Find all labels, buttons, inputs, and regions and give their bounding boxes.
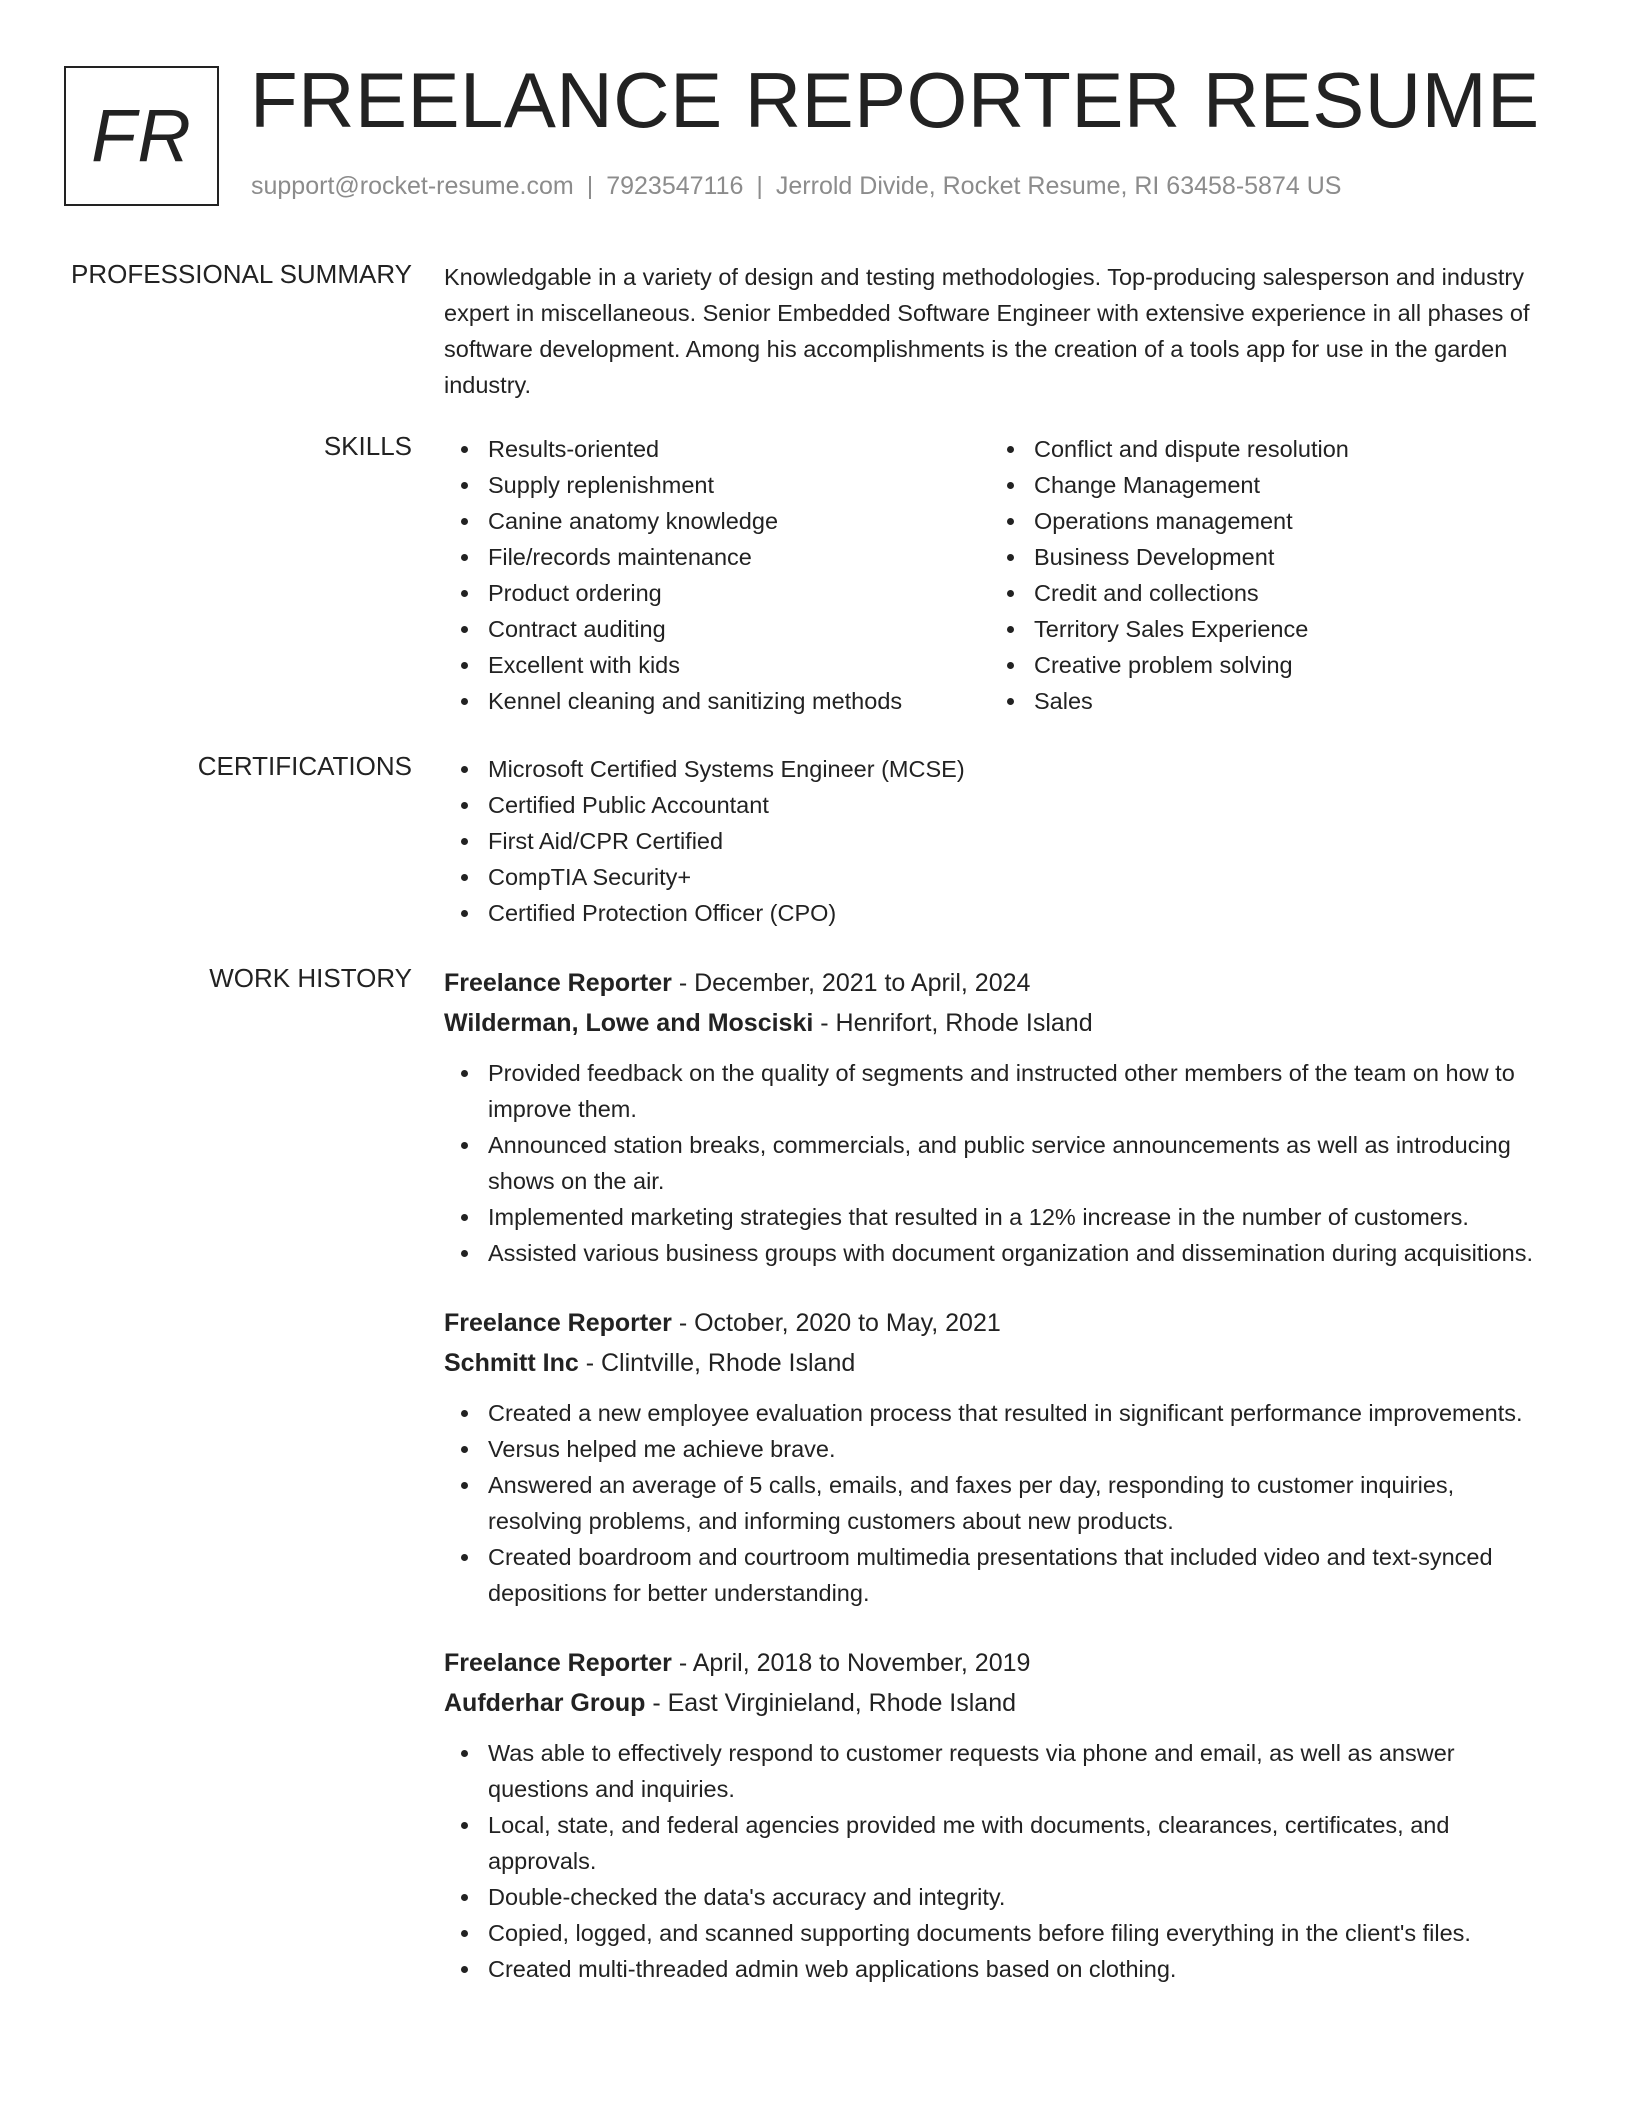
- job-location: - Clintville, Rhode Island: [578, 1349, 856, 1377]
- job-dates: - April, 2018 to November, 2019: [671, 1649, 1031, 1677]
- certification-item: First Aid/CPR Certified: [444, 823, 1554, 859]
- resume-title: FREELANCE REPORTER RESUME: [250, 56, 1540, 144]
- contact-phone: 7923547116: [606, 172, 744, 200]
- job-company-line: [444, 1003, 1554, 1043]
- job-bullet: Announced station breaks, commercials, and public service announcements as well as introducing shows on the air.: [444, 1127, 1554, 1199]
- job-bullet: Created boardroom and courtroom multimedia presentations that included video and text-synced depositions for better understanding.: [444, 1539, 1554, 1611]
- job-bullet: Was able to effectively respond to customer requests via phone and email, as well as answer questions and inquiries.: [444, 1735, 1554, 1807]
- contact-separator: |: [586, 172, 594, 200]
- job-title-line: [444, 1643, 1554, 1683]
- skill-item: Product ordering: [444, 575, 990, 611]
- contact-line: [251, 172, 1341, 201]
- certification-item: Certified Protection Officer (CPO): [444, 895, 1554, 931]
- job-bullet-list: [444, 1735, 1554, 1987]
- summary-text: Knowledgable in a variety of design and testing methodologies. Top-producing salesperson and industry expert in miscellaneous. Senior Embedded Software Engineer with extensive experience in all phases of software development. Among his accomplishments is the creation of a tools app for use in the garden industry.: [444, 264, 1530, 398]
- skill-item: Creative problem solving: [990, 647, 1536, 683]
- job-dates: - December, 2021 to April, 2024: [671, 969, 1031, 997]
- certification-item: Certified Public Accountant: [444, 787, 1554, 823]
- job-title: Freelance Reporter: [444, 969, 672, 997]
- summary-label: PROFESSIONAL SUMMARY: [71, 259, 412, 289]
- job-bullet: Answered an average of 5 calls, emails, and faxes per day, responding to customer inquiries, resolving problems, and informing customers about new products.: [444, 1467, 1554, 1539]
- job-title-line: [444, 1303, 1554, 1343]
- skill-item: Canine anatomy knowledge: [444, 503, 990, 539]
- skills-list-right: [990, 431, 1536, 719]
- skill-item: Territory Sales Experience: [990, 611, 1536, 647]
- summary-body: [444, 259, 1554, 403]
- job-company: Schmitt Inc: [444, 1349, 579, 1377]
- job-bullet: Created multi-threaded admin web applications based on clothing.: [444, 1951, 1554, 1987]
- skill-item: Contract auditing: [444, 611, 990, 647]
- job-location: - Henrifort, Rhode Island: [813, 1009, 1093, 1037]
- skill-item: Business Development: [990, 539, 1536, 575]
- job-bullet: Copied, logged, and scanned supporting documents before filing everything in the client's files.: [444, 1915, 1554, 1951]
- job-title-line: [444, 963, 1554, 1003]
- job-entry: [444, 1643, 1554, 1987]
- job-entry: [444, 1303, 1554, 1611]
- job-location: - East Virginieland, Rhode Island: [645, 1689, 1016, 1717]
- skill-item: Supply replenishment: [444, 467, 990, 503]
- job-company-line: [444, 1343, 1554, 1383]
- monogram-box: [64, 66, 219, 206]
- job-bullet: Local, state, and federal agencies provided me with documents, clearances, certificates, and approvals.: [444, 1807, 1554, 1879]
- job-bullet: Versus helped me achieve brave.: [444, 1431, 1554, 1467]
- skills-label: SKILLS: [323, 431, 412, 461]
- skill-item: File/records maintenance: [444, 539, 990, 575]
- work-history-label: WORK HISTORY: [209, 963, 412, 993]
- certifications-label: CERTIFICATIONS: [197, 751, 412, 781]
- contact-email: support@rocket-resume.com: [251, 172, 574, 200]
- work-history-body: [444, 963, 1554, 2019]
- contact-separator: |: [756, 172, 763, 200]
- contact-address: Jerrold Divide, Rocket Resume, RI 63458-5874 US: [775, 172, 1342, 200]
- job-bullet-list: [444, 1055, 1554, 1271]
- job-company-line: [444, 1683, 1554, 1723]
- skill-item: Operations management: [990, 503, 1536, 539]
- certification-item: Microsoft Certified Systems Engineer (MCSE): [444, 751, 1554, 787]
- job-bullet: Created a new employee evaluation process that resulted in significant performance improvements.: [444, 1395, 1554, 1431]
- job-bullet: Provided feedback on the quality of segments and instructed other members of the team on how to improve them.: [444, 1055, 1554, 1127]
- skills-list-left: [444, 431, 990, 719]
- skill-item: Kennel cleaning and sanitizing methods: [444, 683, 990, 719]
- skill-item: Sales: [990, 683, 1536, 719]
- job-entry: [444, 963, 1554, 1271]
- skill-item: Results-oriented: [444, 431, 990, 467]
- job-company: Wilderman, Lowe and Mosciski: [444, 1009, 814, 1037]
- job-dates: - October, 2020 to May, 2021: [671, 1309, 1001, 1337]
- job-title: Freelance Reporter: [444, 1309, 672, 1337]
- certification-item: CompTIA Security+: [444, 859, 1554, 895]
- certifications-list: [444, 751, 1554, 931]
- job-bullet: Implemented marketing strategies that resulted in a 12% increase in the number of customers.: [444, 1199, 1554, 1235]
- job-company: Aufderhar Group: [444, 1689, 646, 1717]
- job-bullet-list: [444, 1395, 1554, 1611]
- skill-item: Excellent with kids: [444, 647, 990, 683]
- skills-body: [444, 431, 1554, 719]
- skill-item: Conflict and dispute resolution: [990, 431, 1536, 467]
- job-title: Freelance Reporter: [444, 1649, 672, 1677]
- skill-item: Credit and collections: [990, 575, 1536, 611]
- monogram-initials: FR: [91, 94, 192, 177]
- skill-item: Change Management: [990, 467, 1536, 503]
- job-bullet: Double-checked the data's accuracy and integrity.: [444, 1879, 1554, 1915]
- certifications-body: [444, 751, 1554, 931]
- job-bullet: Assisted various business groups with document organization and dissemination during acquisitions.: [444, 1235, 1554, 1271]
